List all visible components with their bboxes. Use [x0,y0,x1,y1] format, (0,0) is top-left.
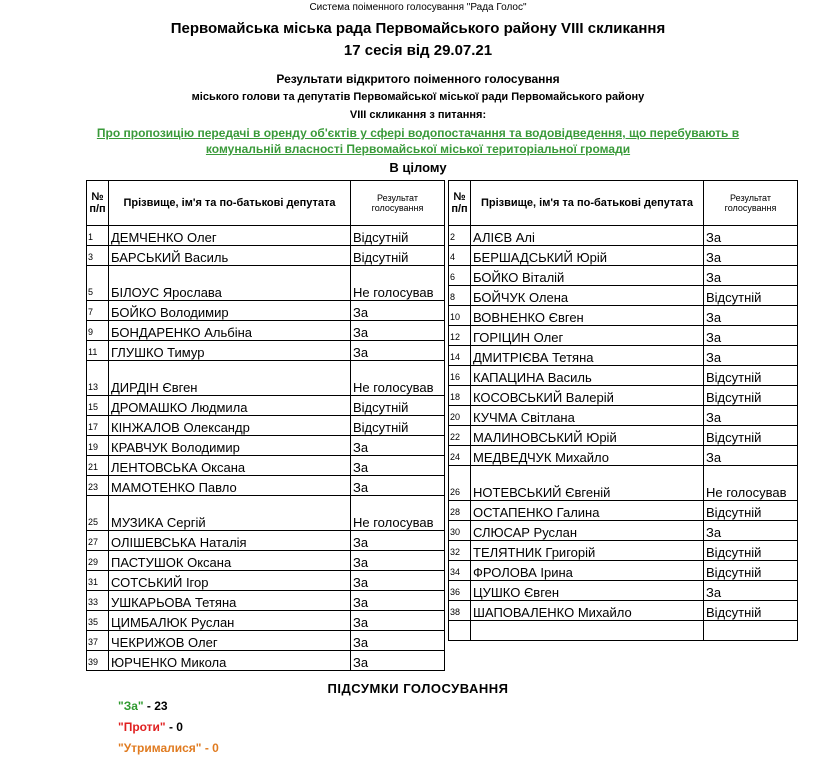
row-number: 2 [449,226,471,246]
summary-proty-value: - 0 [165,720,183,734]
deputy-name: ЛЕНТОВСЬКА Оксана [109,456,351,476]
row-number: 21 [87,456,109,476]
vote-result: За [704,406,798,426]
row-number: 7 [87,301,109,321]
row-number: 34 [449,561,471,581]
summary-utr-value: - 0 [201,741,219,755]
deputy-name: МАЛИНОВСЬКИЙ Юрій [471,426,704,446]
vote-result: За [351,611,445,631]
table-row [87,396,445,416]
vote-result: Відсутній [704,386,798,406]
table-row [87,246,445,266]
row-number: 35 [87,611,109,631]
table-row [87,496,445,531]
deputy-name: ТЕЛЯТНИК Григорій [471,541,704,561]
vote-result: За [351,591,445,611]
row-number: 4 [449,246,471,266]
vote-result: За [351,436,445,456]
deputy-name: БОЙЧУК Олена [471,286,704,306]
results-subheading-2: VIII скликання з питання: [349,109,487,121]
deputy-name: ЦИМБАЛЮК Руслан [109,611,351,631]
vote-result: За [351,476,445,496]
table-row [449,561,798,581]
table-row [87,531,445,551]
summary-utr-label: "Утрималися" [118,741,202,755]
deputy-name: ДРОМАШКО Людмила [109,396,351,416]
vote-result: За [704,246,798,266]
vote-result: За [704,581,798,601]
row-number: 39 [87,651,109,671]
deputy-name: ДЕМЧЕНКО Олег [109,226,351,246]
vote-table-right [448,180,798,641]
vote-result: Відсутній [704,501,798,521]
row-number: 10 [449,306,471,326]
table-row [87,436,445,456]
deputy-name: ГЛУШКО Тимур [109,341,351,361]
table-row [87,631,445,651]
summary-za [118,699,168,713]
deputy-name: МУЗИКА Сергій [109,496,351,531]
deputy-name: КУЧМА Світлана [471,406,704,426]
vote-result: За [351,456,445,476]
system-name-line: Система поіменного голосування "Рада Голос" [309,2,527,13]
column-header-result: Результат голосування [704,181,798,226]
deputy-name: СЛЮСАР Руслан [471,521,704,541]
row-number: 27 [87,531,109,551]
vote-result: За [704,346,798,366]
deputy-name: ОЛІШЕВСЬКА Наталія [109,531,351,551]
table-row [87,321,445,341]
table-row [87,361,445,396]
table-row [87,226,445,246]
column-header-name: Прізвище, ім'я та по-батькові депутата [109,181,351,226]
vote-result: Відсутній [704,561,798,581]
table-row [449,406,798,426]
vote-result: Відсутній [351,246,445,266]
column-header-num: № п/п [449,181,471,226]
row-number: 3 [87,246,109,266]
vote-result: За [351,631,445,651]
table-row [87,551,445,571]
deputy-name: БЕРШАДСЬКИЙ Юрій [471,246,704,266]
deputy-name: ЦУШКО Євген [471,581,704,601]
row-number: 33 [87,591,109,611]
row-number: 20 [449,406,471,426]
table-row [87,651,445,671]
summary-proty [118,720,183,734]
row-number [449,621,471,641]
row-number: 38 [449,601,471,621]
table-row [87,476,445,496]
vote-result: За [704,446,798,466]
vote-result: За [351,551,445,571]
row-number: 6 [449,266,471,286]
column-header-result: Результат голосування [351,181,445,226]
deputy-name: БОЙКО Віталій [471,266,704,286]
vote-result: Відсутній [704,601,798,621]
column-header-name: Прізвище, ім'я та по-батькові депутата [471,181,704,226]
table-row [449,446,798,466]
row-number: 18 [449,386,471,406]
row-number: 17 [87,416,109,436]
deputy-name: НОТЕВСЬКИЙ Євгеній [471,466,704,501]
vote-result: Відсутній [351,396,445,416]
vote-result: Відсутній [351,226,445,246]
deputy-name: ЮРЧЕНКО Микола [109,651,351,671]
vote-result: За [351,321,445,341]
row-number: 9 [87,321,109,341]
table-row [87,266,445,301]
row-number: 15 [87,396,109,416]
deputy-name: ОСТАПЕНКО Галина [471,501,704,521]
row-number: 22 [449,426,471,446]
vote-result: Не голосував [704,466,798,501]
vote-result: За [704,521,798,541]
vote-result: За [704,306,798,326]
summary-proty-label: "Проти" [118,720,166,734]
row-number: 32 [449,541,471,561]
deputy-name: КРАВЧУК Володимир [109,436,351,456]
row-number: 29 [87,551,109,571]
row-number: 8 [449,286,471,306]
row-number: 25 [87,496,109,531]
table-row [449,266,798,286]
deputy-name: ВОВНЕНКО Євген [471,306,704,326]
summary-utr [118,741,219,755]
table-row [87,571,445,591]
row-number: 16 [449,366,471,386]
deputy-name: КІНЖАЛОВ Олександр [109,416,351,436]
council-title: Первомайська міська рада Первомайського району VIII скликання [170,20,666,37]
vote-table-left [86,180,445,671]
table-row [449,581,798,601]
deputy-name: АЛІЄВ Алі [471,226,704,246]
row-number: 19 [87,436,109,456]
table-row [449,521,798,541]
row-number: 1 [87,226,109,246]
summary-za-label: "За" [118,699,144,713]
deputy-name: БОНДАРЕНКО Альбіна [109,321,351,341]
deputy-name: ПАСТУШОК Оксана [109,551,351,571]
vote-result: За [704,226,798,246]
row-number: 14 [449,346,471,366]
overall-label: В цілому [389,160,447,175]
summary-title: ПІДСУМКИ ГОЛОСУВАННЯ [327,681,509,696]
results-heading: Результати відкритого поіменного голосування [276,72,560,86]
row-number: 37 [87,631,109,651]
table-header-row [87,181,445,226]
deputy-name: БАРСЬКИЙ Василь [109,246,351,266]
table-row [449,501,798,521]
deputy-name: КАПАЦИНА Василь [471,366,704,386]
vote-result: За [704,266,798,286]
vote-result: Не голосував [351,361,445,396]
deputy-name: СОТСЬКИЙ Ігор [109,571,351,591]
deputy-name: ДИРДІН Євген [109,361,351,396]
deputy-name: ФРОЛОВА Ірина [471,561,704,581]
table-row [87,591,445,611]
table-row [449,541,798,561]
vote-result: Не голосував [351,496,445,531]
vote-result [704,621,798,641]
column-header-num: № п/п [87,181,109,226]
table-row [449,346,798,366]
vote-result: Відсутній [704,426,798,446]
topic-line-2: комунальній власності Первомайської міської територіальної громади [205,142,631,156]
deputy-name: УШКАРЬОВА Тетяна [109,591,351,611]
table-row [449,286,798,306]
deputy-name: БІЛОУС Ярослава [109,266,351,301]
vote-result: Відсутній [351,416,445,436]
deputy-name [471,621,704,641]
deputy-name: ДМИТРІЄВА Тетяна [471,346,704,366]
table-row [449,621,798,641]
vote-result: За [351,341,445,361]
row-number: 13 [87,361,109,396]
table-row [449,386,798,406]
vote-result: За [351,301,445,321]
table-row [87,301,445,321]
table-row [449,426,798,446]
deputy-name: КОСОВСЬКИЙ Валерій [471,386,704,406]
row-number: 26 [449,466,471,501]
table-row [87,611,445,631]
row-number: 24 [449,446,471,466]
row-number: 5 [87,266,109,301]
results-subheading: міського голови та депутатів Первомайської міської ради Первомайського району [191,91,645,103]
table-row [449,226,798,246]
table-row [449,306,798,326]
table-row [87,341,445,361]
table-row [449,246,798,266]
deputy-name: МЕДВЕДЧУК Михайло [471,446,704,466]
table-row [449,366,798,386]
vote-result: Відсутній [704,541,798,561]
deputy-name: ЧЕКРИЖОВ Олег [109,631,351,651]
deputy-name: ШАПОВАЛЕНКО Михайло [471,601,704,621]
vote-result: За [351,651,445,671]
table-row [87,456,445,476]
table-row [449,326,798,346]
row-number: 36 [449,581,471,601]
vote-result: Відсутній [704,286,798,306]
vote-result: За [351,571,445,591]
topic-line-1: Про пропозицію передачі в оренду об'єктів у сфері водопостачання та водовідведення, що перебувають в [96,126,740,140]
table-row [87,416,445,436]
row-number: 28 [449,501,471,521]
deputy-name: БОЙКО Володимир [109,301,351,321]
table-header-row [449,181,798,226]
table-row [449,466,798,501]
row-number: 12 [449,326,471,346]
session-title: 17 сесія від 29.07.21 [343,42,493,59]
vote-result: За [351,531,445,551]
vote-result: Відсутній [704,366,798,386]
deputy-name: ГОРІЦИН Олег [471,326,704,346]
row-number: 31 [87,571,109,591]
deputy-name: МАМОТЕНКО Павло [109,476,351,496]
row-number: 23 [87,476,109,496]
vote-result: За [704,326,798,346]
table-row [449,601,798,621]
summary-za-value: - 23 [143,699,168,713]
vote-result: Не голосував [351,266,445,301]
row-number: 30 [449,521,471,541]
row-number: 11 [87,341,109,361]
